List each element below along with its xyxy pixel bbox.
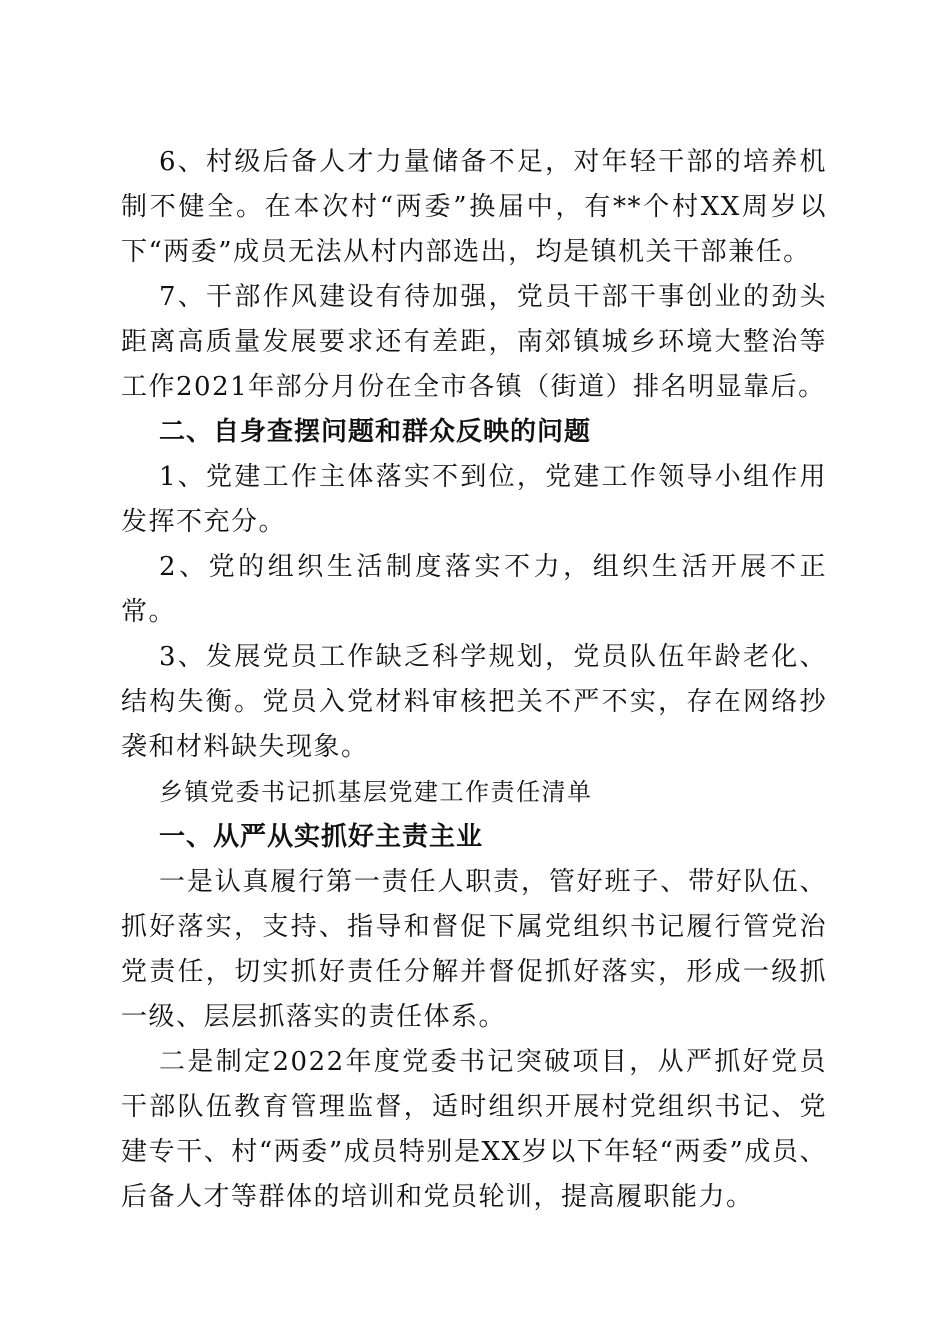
paragraph-item-6: 6、村级后备人才力量储备不足，对年轻干部的培养机制不健全。在本次村“两委”换届中，有**个村XX周岁以下“两委”成员无法从村内部选出，均是镇机关干部兼任。: [121, 147, 827, 267]
self-check-item-2: 2、党的组织生活制度落实不力，组织生活开展不正常。: [121, 552, 827, 627]
self-check-item-1: 1、党建工作主体落实不到位，党建工作领导小组作用发挥不充分。: [121, 462, 827, 537]
section-heading-main-duty: 一、从严从实抓好主责主业: [159, 822, 484, 852]
paragraph-item-7: 7、干部作风建设有待加强，党员干部干事创业的劲头距离高质量发展要求还有差距，南郊镇城乡环境大整治等工作2021年部分月份在全市各镇（街道）排名明显靠后。: [121, 282, 827, 402]
self-check-item-3: 3、发展党员工作缺乏科学规划，党员队伍年龄老化、结构失衡。党员入党材料审核把关不严不实，存在网络抄袭和材料缺失现象。: [121, 642, 827, 762]
document-body: [121, 140, 827, 1220]
document-subtitle: 乡镇党委书记抓基层党建工作责任清单: [159, 778, 593, 806]
duty-item-2: 二是制定2022年度党委书记突破项目，从严抓好党员干部队伍教育管理监督，适时组织开展村党组织书记、党建专干、村“两委”成员特别是XX岁以下年轻“两委”成员、后备人才等群体的培训和党员轮训，提高履职能力。: [121, 1047, 827, 1212]
duty-item-1: 一是认真履行第一责任人职责，管好班子、带好队伍、抓好落实，支持、指导和督促下属党组织书记履行管党治党责任，切实抓好责任分解并督促抓好落实，形成一级抓一级、层层抓落实的责任体系。: [121, 867, 827, 1032]
section-heading-self-check: 二、自身查摆问题和群众反映的问题: [159, 417, 592, 447]
